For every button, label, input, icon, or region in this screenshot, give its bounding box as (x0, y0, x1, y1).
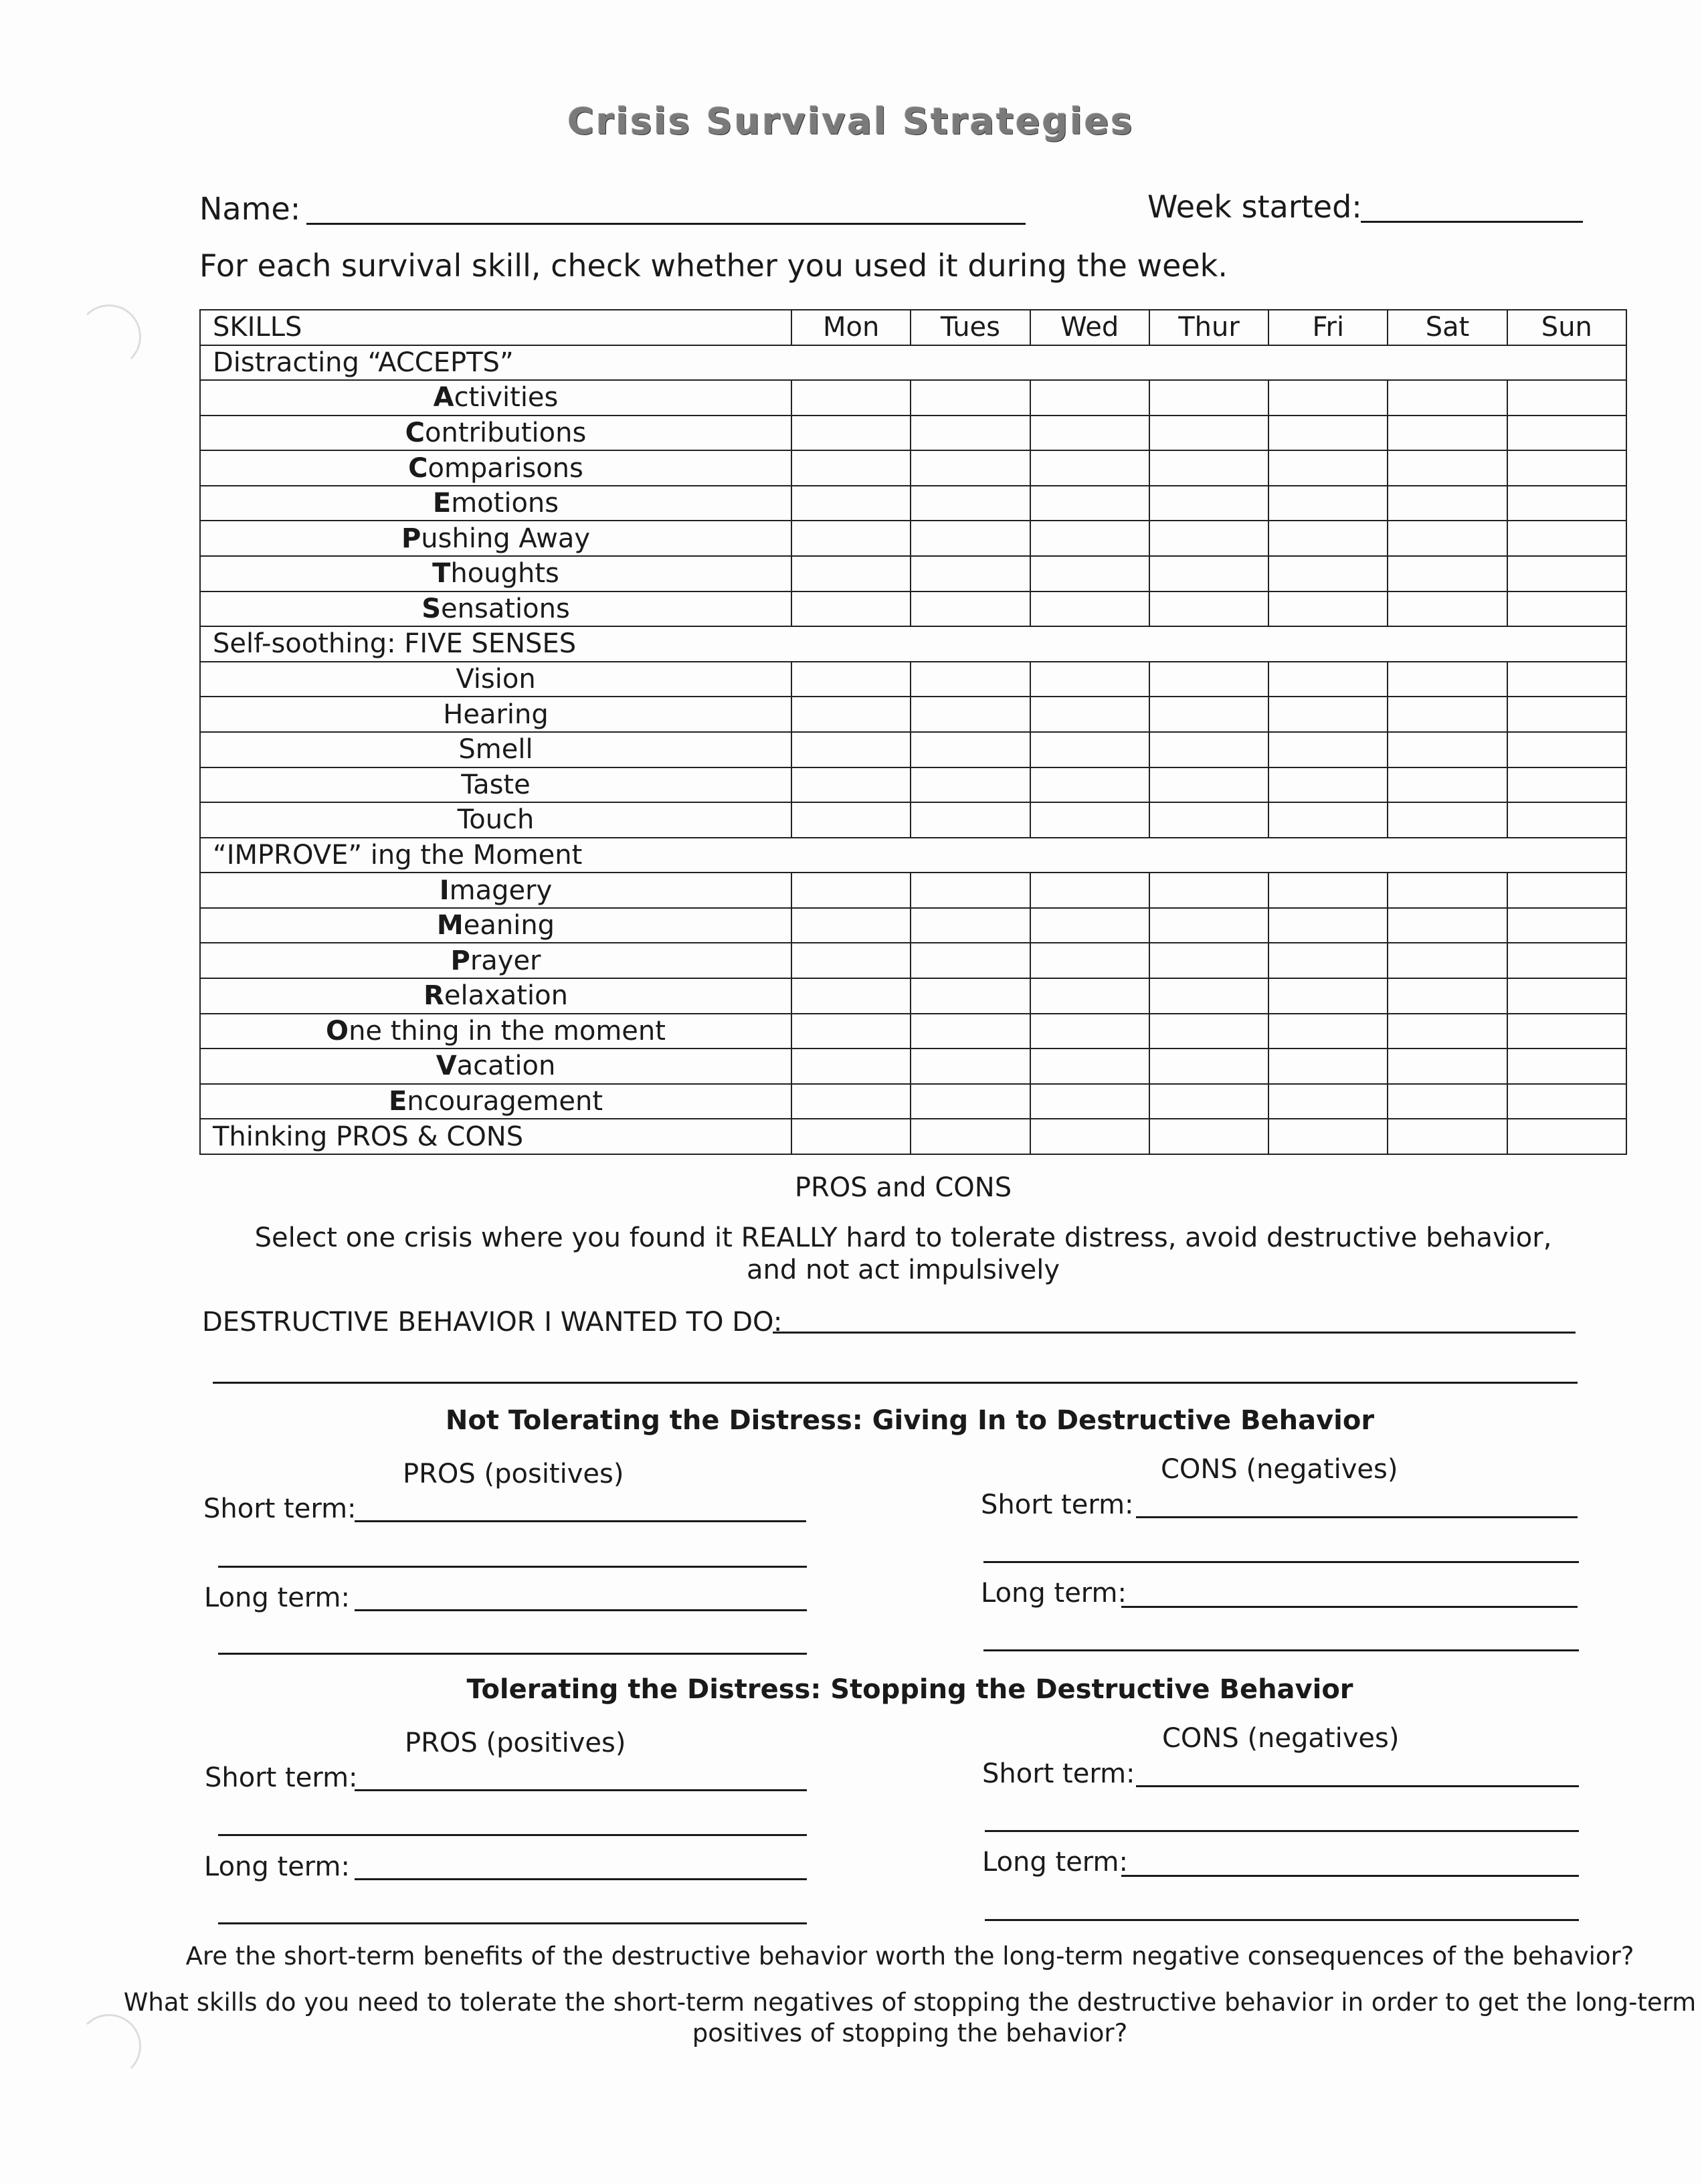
check-cell-wed[interactable] (1030, 486, 1149, 521)
check-cell-mon[interactable] (791, 873, 911, 908)
table-row (200, 732, 1626, 767)
skill-initial: A (433, 382, 454, 414)
skill-initial: O (326, 1015, 349, 1046)
check-cell-thur[interactable] (1149, 556, 1268, 592)
check-cell-thur[interactable] (1149, 521, 1268, 556)
check-cell-fri[interactable] (1268, 486, 1388, 521)
section1-cons-long-term-label: Long term: (981, 1578, 1127, 1609)
table-row (200, 978, 1626, 1014)
skill-name (200, 732, 791, 767)
day-header-wed: Wed (1030, 310, 1149, 345)
check-cell-sat[interactable] (1388, 1119, 1507, 1154)
check-cell-sun[interactable] (1507, 662, 1626, 697)
skill-initial: V (436, 1051, 457, 1082)
check-cell-sat[interactable] (1388, 380, 1507, 416)
table-row (200, 521, 1626, 556)
check-cell-tues[interactable] (911, 486, 1030, 521)
check-cell-fri[interactable] (1268, 521, 1388, 556)
check-cell-sun[interactable] (1507, 802, 1626, 838)
check-cell-wed[interactable] (1030, 873, 1149, 908)
check-cell-thur[interactable] (1149, 1014, 1268, 1049)
section2-pros-label: PROS (positives) (405, 1728, 626, 1758)
check-cell-mon[interactable] (791, 1049, 911, 1084)
check-cell-wed[interactable] (1030, 450, 1149, 486)
check-cell-tues[interactable] (911, 662, 1030, 697)
check-cell-tues[interactable] (911, 802, 1030, 838)
skill-name (200, 556, 791, 592)
skill-name-rest: Touch (457, 804, 535, 836)
table-row (200, 1049, 1626, 1084)
check-cell-fri[interactable] (1268, 873, 1388, 908)
check-cell-fri[interactable] (1268, 1119, 1388, 1154)
check-cell-thur[interactable] (1149, 802, 1268, 838)
check-cell-sat[interactable] (1388, 1014, 1507, 1049)
skill-name-rest: acation (456, 1051, 556, 1082)
check-cell-thur[interactable] (1149, 380, 1268, 416)
table-row (200, 697, 1626, 732)
check-cell-sun[interactable] (1507, 978, 1626, 1014)
check-cell-thur[interactable] (1149, 486, 1268, 521)
check-cell-mon[interactable] (791, 767, 911, 803)
skill-category-label: Distracting “ACCEPTS” (200, 345, 1626, 381)
table-row (200, 767, 1626, 803)
skill-name (200, 380, 791, 416)
check-cell-sun[interactable] (1507, 1014, 1626, 1049)
skill-name-rest: ensations (441, 593, 570, 624)
check-cell-tues[interactable] (911, 1084, 1030, 1119)
check-cell-wed[interactable] (1030, 697, 1149, 732)
check-cell-thur[interactable] (1149, 1119, 1268, 1154)
skill-name-rest: ushing Away (421, 523, 591, 554)
check-cell-thur[interactable] (1149, 943, 1268, 978)
section1-pros-long-term-field[interactable] (355, 1609, 807, 1611)
table-row (200, 1084, 1626, 1119)
check-cell-sun[interactable] (1507, 908, 1626, 943)
skill-name (200, 662, 791, 697)
skill-name (200, 873, 791, 908)
check-cell-thur[interactable] (1149, 662, 1268, 697)
table-row (200, 1119, 1626, 1154)
check-cell-fri[interactable] (1268, 662, 1388, 697)
check-cell-mon[interactable] (791, 732, 911, 767)
check-cell-fri[interactable] (1268, 1084, 1388, 1119)
day-header-thur: Thur (1149, 310, 1268, 345)
check-cell-tues[interactable] (911, 592, 1030, 627)
check-cell-wed[interactable] (1030, 1014, 1149, 1049)
check-cell-wed[interactable] (1030, 1049, 1149, 1084)
section2-pros-short-term-field[interactable] (355, 1789, 807, 1791)
check-cell-mon[interactable] (791, 556, 911, 592)
check-cell-tues[interactable] (911, 556, 1030, 592)
skill-category-label: Self-soothing: FIVE SENSES (200, 626, 1626, 662)
check-cell-sat[interactable] (1388, 908, 1507, 943)
check-cell-mon[interactable] (791, 1014, 911, 1049)
select-crisis-text-line1: Select one crisis where you found it REALLY hard to tolerate distress, avoid destructive behavior, (254, 1222, 1552, 1253)
check-cell-thur[interactable] (1149, 1049, 1268, 1084)
check-cell-mon[interactable] (791, 662, 911, 697)
name-field[interactable] (306, 223, 1026, 225)
skill-initial: I (439, 875, 450, 906)
check-cell-thur[interactable] (1149, 767, 1268, 803)
check-cell-sat[interactable] (1388, 1049, 1507, 1084)
check-cell-sat[interactable] (1388, 592, 1507, 627)
section2-pros-long-term-label: Long term: (204, 1851, 350, 1882)
check-cell-mon[interactable] (791, 486, 911, 521)
check-cell-tues[interactable] (911, 416, 1030, 451)
check-cell-wed[interactable] (1030, 592, 1149, 627)
check-cell-fri[interactable] (1268, 802, 1388, 838)
skill-name (200, 450, 791, 486)
check-cell-tues[interactable] (911, 767, 1030, 803)
check-cell-sun[interactable] (1507, 1049, 1626, 1084)
check-cell-mon[interactable] (791, 592, 911, 627)
check-cell-wed[interactable] (1030, 732, 1149, 767)
section1-pros-long-term-field-2[interactable] (218, 1653, 807, 1655)
check-cell-mon[interactable] (791, 521, 911, 556)
section1-cons-short-term-label: Short term: (981, 1489, 1134, 1520)
question-2-line1: What skills do you need to tolerate the short-term negatives of stopping the destructive behavior in order to get the long-term (123, 1988, 1697, 2017)
check-cell-tues[interactable] (911, 521, 1030, 556)
section2-cons-long-term-label: Long term: (982, 1847, 1128, 1878)
skill-name (200, 908, 791, 943)
check-cell-sun[interactable] (1507, 592, 1626, 627)
skill-name (200, 1084, 791, 1119)
check-cell-sat[interactable] (1388, 416, 1507, 451)
name-label: Name: (199, 191, 301, 227)
week-started-label: Week started: (1147, 189, 1362, 225)
check-cell-fri[interactable] (1268, 697, 1388, 732)
skill-name (200, 486, 791, 521)
check-cell-sat[interactable] (1388, 556, 1507, 592)
check-cell-thur[interactable] (1149, 908, 1268, 943)
check-cell-sun[interactable] (1507, 380, 1626, 416)
check-cell-sat[interactable] (1388, 873, 1507, 908)
skill-name (200, 697, 791, 732)
section1-heading: Not Tolerating the Distress: Giving In to Destructive Behavior (445, 1405, 1375, 1436)
check-cell-fri[interactable] (1268, 767, 1388, 803)
check-cell-wed[interactable] (1030, 1084, 1149, 1119)
check-cell-tues[interactable] (911, 978, 1030, 1014)
section2-cons-label: CONS (negatives) (1162, 1723, 1400, 1754)
check-cell-wed[interactable] (1030, 521, 1149, 556)
check-cell-wed[interactable] (1030, 662, 1149, 697)
table-row (200, 556, 1626, 592)
check-cell-sat[interactable] (1388, 767, 1507, 803)
check-cell-sun[interactable] (1507, 416, 1626, 451)
table-row (200, 1014, 1626, 1049)
table-row (200, 486, 1626, 521)
skill-name-rest: ne thing in the moment (349, 1015, 666, 1046)
skill-name (200, 521, 791, 556)
check-cell-tues[interactable] (911, 450, 1030, 486)
section2-cons-long-term-field[interactable] (1121, 1875, 1579, 1877)
check-cell-wed[interactable] (1030, 1119, 1149, 1154)
week-started-field[interactable] (1361, 221, 1583, 223)
check-cell-tues[interactable] (911, 380, 1030, 416)
table-row (200, 838, 1626, 873)
skill-name-rest: omparisons (428, 452, 583, 484)
skill-name (200, 767, 791, 803)
table-row (200, 873, 1626, 908)
section2-pros-long-term-field[interactable] (355, 1878, 807, 1880)
check-cell-sun[interactable] (1507, 450, 1626, 486)
destructive-behavior-label: DESTRUCTIVE BEHAVIOR I WANTED TO DO: (202, 1307, 783, 1338)
skill-name-rest: eaning (463, 910, 555, 941)
skill-name-rest: Smell (458, 734, 533, 765)
day-header-mon: Mon (791, 310, 911, 345)
check-cell-sat[interactable] (1388, 697, 1507, 732)
skill-initial: P (450, 945, 470, 976)
section1-cons-short-term-field[interactable] (1136, 1516, 1578, 1518)
section1-pros-long-term-label: Long term: (204, 1582, 350, 1613)
check-cell-thur[interactable] (1149, 416, 1268, 451)
instruction-text: For each survival skill, check whether you used it during the week. (199, 248, 1228, 284)
check-cell-sat[interactable] (1388, 521, 1507, 556)
check-cell-sun[interactable] (1507, 486, 1626, 521)
check-cell-fri[interactable] (1268, 556, 1388, 592)
table-row (200, 662, 1626, 697)
check-cell-fri[interactable] (1268, 1014, 1388, 1049)
skill-name-rest: Taste (461, 769, 531, 800)
check-cell-sat[interactable] (1388, 662, 1507, 697)
section2-pros-long-term-field-2[interactable] (218, 1922, 807, 1924)
check-cell-mon[interactable] (791, 697, 911, 732)
skill-name-rest: rayer (470, 945, 541, 976)
skill-name-rest: ontributions (425, 418, 587, 449)
check-cell-sat[interactable] (1388, 978, 1507, 1014)
skill-initial: C (405, 418, 426, 449)
skill-initial: E (432, 488, 452, 519)
section2-pros-short-term-label: Short term: (205, 1762, 358, 1793)
check-cell-wed[interactable] (1030, 416, 1149, 451)
section2-cons-long-term-field-2[interactable] (985, 1919, 1579, 1921)
skill-category-label: Thinking PROS & CONS (200, 1119, 791, 1154)
check-cell-tues[interactable] (911, 908, 1030, 943)
check-cell-fri[interactable] (1268, 732, 1388, 767)
check-cell-tues[interactable] (911, 1119, 1030, 1154)
skill-name-rest: magery (449, 875, 553, 906)
section2-cons-short-term-label: Short term: (982, 1758, 1135, 1789)
check-cell-thur[interactable] (1149, 450, 1268, 486)
check-cell-mon[interactable] (791, 802, 911, 838)
check-cell-thur[interactable] (1149, 1084, 1268, 1119)
skill-name (200, 416, 791, 451)
check-cell-sat[interactable] (1388, 802, 1507, 838)
check-cell-tues[interactable] (911, 697, 1030, 732)
check-cell-tues[interactable] (911, 1014, 1030, 1049)
day-header-sat: Sat (1388, 310, 1507, 345)
check-cell-thur[interactable] (1149, 978, 1268, 1014)
check-cell-mon[interactable] (791, 943, 911, 978)
check-cell-mon[interactable] (791, 380, 911, 416)
check-cell-sat[interactable] (1388, 1084, 1507, 1119)
day-header-tues: Tues (911, 310, 1030, 345)
table-header-row (200, 310, 1626, 345)
check-cell-tues[interactable] (911, 873, 1030, 908)
table-row (200, 345, 1626, 381)
check-cell-mon[interactable] (791, 908, 911, 943)
skill-name (200, 1014, 791, 1049)
check-cell-sat[interactable] (1388, 732, 1507, 767)
check-cell-sun[interactable] (1507, 556, 1626, 592)
skill-initial: E (388, 1086, 407, 1117)
question-2-line2: positives of stopping the behavior? (692, 2019, 1128, 2047)
skill-initial: T (432, 558, 451, 589)
check-cell-wed[interactable] (1030, 908, 1149, 943)
table-row (200, 802, 1626, 838)
check-cell-mon[interactable] (791, 416, 911, 451)
check-cell-mon[interactable] (791, 978, 911, 1014)
skill-name-rest: motions (451, 488, 559, 519)
section1-pros-short-term-field-2[interactable] (218, 1566, 807, 1568)
check-cell-mon[interactable] (791, 1119, 911, 1154)
check-cell-sun[interactable] (1507, 1084, 1626, 1119)
table-row (200, 626, 1626, 662)
check-cell-thur[interactable] (1149, 732, 1268, 767)
check-cell-mon[interactable] (791, 450, 911, 486)
check-cell-sun[interactable] (1507, 873, 1626, 908)
check-cell-wed[interactable] (1030, 556, 1149, 592)
skill-name (200, 802, 791, 838)
check-cell-fri[interactable] (1268, 978, 1388, 1014)
check-cell-wed[interactable] (1030, 767, 1149, 803)
check-cell-sun[interactable] (1507, 1119, 1626, 1154)
skills-tracking-table (199, 309, 1627, 1155)
section1-cons-long-term-field[interactable] (1121, 1606, 1578, 1608)
skills-column-header: SKILLS (200, 310, 791, 345)
skill-name-rest: Vision (456, 664, 536, 695)
section2-cons-short-term-field[interactable] (1136, 1785, 1579, 1787)
question-1: Are the short-term benefits of the destructive behavior worth the long-term negative consequences of the behavior? (185, 1942, 1634, 1971)
section1-cons-long-term-field-2[interactable] (983, 1649, 1579, 1651)
table-row (200, 416, 1626, 451)
skill-name (200, 592, 791, 627)
skill-name (200, 978, 791, 1014)
check-cell-sun[interactable] (1507, 697, 1626, 732)
check-cell-wed[interactable] (1030, 943, 1149, 978)
check-cell-tues[interactable] (911, 943, 1030, 978)
table-row (200, 380, 1626, 416)
skill-initial: C (408, 452, 428, 484)
skill-initial: R (423, 980, 444, 1012)
section2-heading: Tolerating the Distress: Stopping the Destructive Behavior (466, 1674, 1353, 1705)
check-cell-thur[interactable] (1149, 592, 1268, 627)
table-row (200, 908, 1626, 943)
skill-name (200, 1049, 791, 1084)
skill-category-label: “IMPROVE” ing the Moment (200, 838, 1626, 873)
table-row (200, 943, 1626, 978)
day-header-fri: Fri (1268, 310, 1388, 345)
check-cell-sat[interactable] (1388, 486, 1507, 521)
check-cell-thur[interactable] (1149, 873, 1268, 908)
check-cell-thur[interactable] (1149, 697, 1268, 732)
check-cell-wed[interactable] (1030, 802, 1149, 838)
pros-cons-heading: PROS and CONS (794, 1172, 1012, 1203)
check-cell-mon[interactable] (791, 1084, 911, 1119)
check-cell-wed[interactable] (1030, 380, 1149, 416)
skill-name-rest: elaxation (444, 980, 568, 1012)
skill-name-rest: ncouragement (407, 1086, 603, 1117)
section1-pros-short-term-field[interactable] (355, 1520, 806, 1522)
check-cell-wed[interactable] (1030, 978, 1149, 1014)
section1-pros-label: PROS (positives) (403, 1459, 624, 1489)
day-header-sun: Sun (1507, 310, 1626, 345)
table-row (200, 592, 1626, 627)
section2-cons-short-term-field-2[interactable] (985, 1830, 1579, 1832)
skill-initial: M (436, 910, 464, 941)
check-cell-fri[interactable] (1268, 416, 1388, 451)
check-cell-fri[interactable] (1268, 908, 1388, 943)
section2-pros-short-term-field-2[interactable] (218, 1834, 807, 1836)
page-title: Crisis Survival Strategies (567, 100, 1135, 143)
check-cell-sun[interactable] (1507, 732, 1626, 767)
skill-initial: P (401, 523, 421, 554)
section1-cons-short-term-field-2[interactable] (983, 1561, 1579, 1563)
check-cell-fri[interactable] (1268, 1049, 1388, 1084)
check-cell-fri[interactable] (1268, 592, 1388, 627)
section1-cons-label: CONS (negatives) (1161, 1454, 1398, 1485)
skill-name-rest: ctivities (454, 382, 559, 414)
table-row (200, 450, 1626, 486)
check-cell-fri[interactable] (1268, 450, 1388, 486)
skill-name-rest: Hearing (443, 699, 549, 730)
select-crisis-text-line2: and not act impulsively (746, 1255, 1060, 1285)
check-cell-tues[interactable] (911, 732, 1030, 767)
check-cell-fri[interactable] (1268, 943, 1388, 978)
check-cell-fri[interactable] (1268, 380, 1388, 416)
check-cell-sat[interactable] (1388, 943, 1507, 978)
check-cell-tues[interactable] (911, 1049, 1030, 1084)
destructive-behavior-field-2[interactable] (213, 1382, 1578, 1384)
skill-name-rest: houghts (450, 558, 559, 589)
check-cell-sun[interactable] (1507, 943, 1626, 978)
check-cell-sun[interactable] (1507, 521, 1626, 556)
destructive-behavior-field-1[interactable] (773, 1332, 1576, 1334)
skill-name (200, 943, 791, 978)
check-cell-sun[interactable] (1507, 767, 1626, 803)
check-cell-sat[interactable] (1388, 450, 1507, 486)
skill-initial: S (421, 593, 442, 624)
section1-pros-short-term-label: Short term: (203, 1493, 357, 1524)
punch-hole-top (77, 304, 141, 369)
